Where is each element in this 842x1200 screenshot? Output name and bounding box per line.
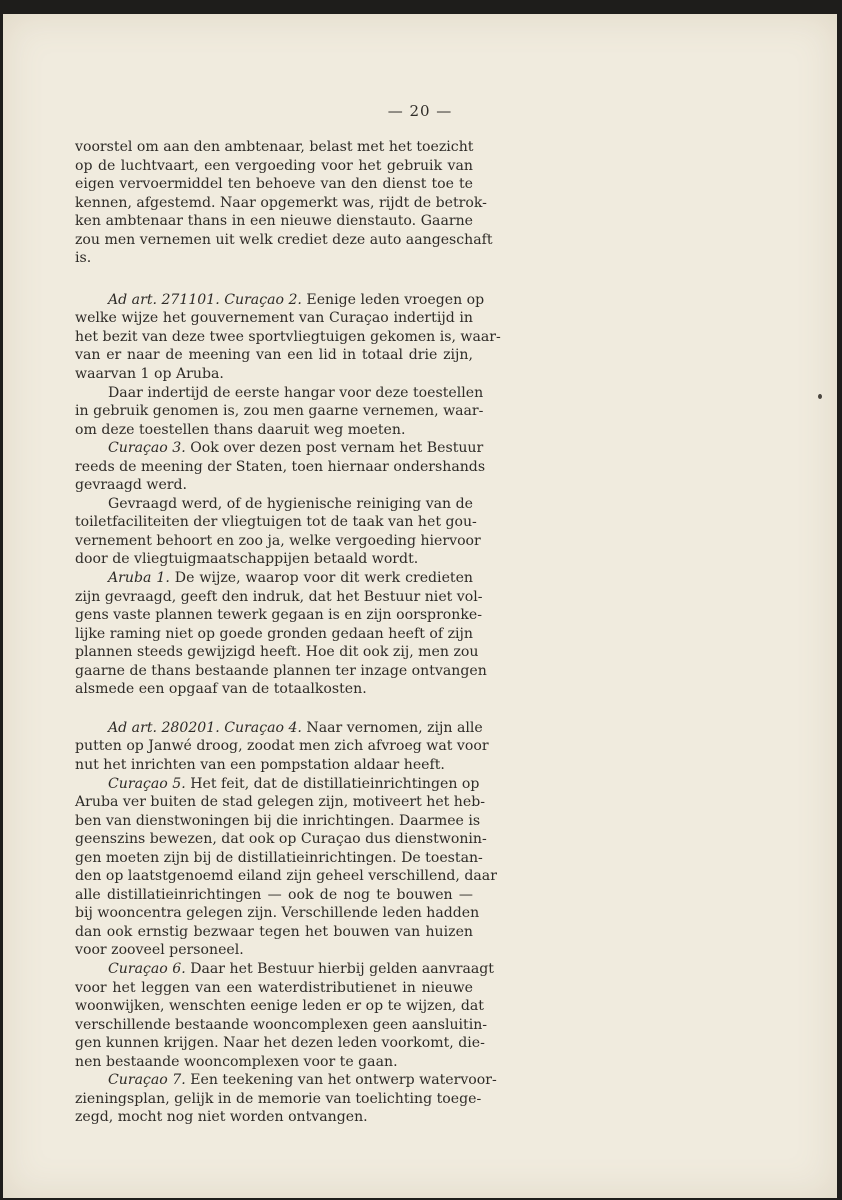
text-line: waarvan 1 op Aruba. (75, 366, 224, 383)
text-line (75, 291, 485, 310)
text-line: zegd, mocht nog niet worden ontvangen. (75, 1109, 368, 1126)
article-reference: Ad art. 280201. Curaçao 4. (108, 719, 302, 736)
text-line: zou men vernemen uit welk crediet deze auto aangeschaft (75, 231, 493, 248)
text-line: den op laatstgenoemd eiland zijn geheel verschillend, daar (75, 868, 497, 885)
text-line: plannen steeds gewijzigd heeft. Hoe dit ook zij, men zou (75, 644, 479, 661)
text-line: geenszins bewezen, dat ook op Curaçao dus dienstwonin- (75, 831, 487, 848)
text-line: in gebruik genomen is, zou men gaarne vernemen, waar- (75, 403, 484, 420)
text-line: alle distillatieinrichtingen — ook de nog te bouwen — (75, 886, 473, 903)
text-line: verschillende bestaande wooncomplexen geen aansluitin- (75, 1016, 488, 1033)
text-line: vernement behoort en zoo ja, welke vergoeding hiervoor (75, 532, 481, 549)
text-line: ben van dienstwoningen bij die inrichtingen. Daarmee is (75, 812, 481, 829)
text-line: putten op Janwé droog, zoodat men zich afvroeg wat voor (75, 738, 489, 755)
text-line: nut het inrichten van een pompstation aldaar heeft. (75, 756, 445, 773)
text-line (75, 569, 473, 588)
text-line (75, 960, 494, 979)
text-line: door de vliegtuigmaatschappijen betaald wordt. (75, 551, 419, 568)
text-line: op de luchtvaart, een vergoeding voor het gebruik van (75, 157, 473, 174)
line-text: De wijze, waarop voor dit werk credieten (174, 570, 473, 587)
line-text: Ook over dezen post vernam het Bestuur (190, 440, 484, 457)
line-text: Daar het Bestuur hierbij gelden aanvraagt (190, 960, 494, 977)
article-reference: Curaçao 6. (108, 960, 186, 977)
text-line: woonwijken, wenschten eenige leden er op te wijzen, dat (75, 998, 484, 1015)
text-line: toiletfaciliteiten der vliegtuigen tot de taak van het gou- (75, 514, 477, 531)
text-line: om deze toestellen thans daaruit weg moeten. (75, 421, 406, 438)
text-line: Gevraagd werd, of de hygienische reiniging van de (108, 495, 473, 512)
text-line: zieningsplan, gelijk in de memorie van toelichting toege- (75, 1090, 482, 1107)
text-line: gaarne de thans bestaande plannen ter inzage ontvangen (75, 662, 487, 679)
article-reference: Curaçao 7. (108, 1072, 186, 1089)
text-line: gen kunnen krijgen. Naar het dezen leden voorkomt, die- (75, 1035, 485, 1052)
text-line: nen bestaande wooncomplexen voor te gaan. (75, 1053, 398, 1070)
paper-speck (818, 394, 822, 399)
text-line: gens vaste plannen tewerk gegaan is en zijn oorspronke- (75, 607, 483, 624)
text-line: is. (75, 250, 92, 267)
text-line: ken ambtenaar thans in een nieuwe dienstauto. Gaarne (75, 213, 473, 230)
text-line: voor zooveel personeel. (75, 942, 244, 959)
text-line: het bezit van deze twee sportvliegtuigen gekomen is, waar- (75, 328, 501, 345)
text-line: gevraagd werd. (75, 477, 188, 494)
text-line: voor het leggen van een waterdistributienet in nieuwe (75, 979, 473, 996)
text-line (75, 719, 483, 738)
line-text: Het feit, dat de distillatieinrichtingen op (190, 775, 480, 792)
text-line: eigen vervoermiddel ten behoeve van den dienst toe te (75, 176, 473, 193)
section-gap (75, 699, 473, 719)
document-body (75, 138, 501, 1127)
article-reference: Curaçao 3. (108, 440, 186, 457)
text-line: zijn gevraagd, geeft den indruk, dat het Bestuur niet vol- (75, 588, 483, 605)
article-reference: Ad art. 271101. Curaçao 2. (108, 291, 302, 308)
text-line: dan ook ernstig bezwaar tegen het bouwen van huizen (75, 923, 473, 940)
text-line (75, 439, 484, 458)
text-line (75, 1071, 497, 1090)
article-reference: Aruba 1. (108, 570, 170, 587)
line-text: Een teekening van het ontwerp watervoor- (190, 1072, 497, 1089)
document-page (3, 14, 837, 1198)
text-line: bij wooncentra gelegen zijn. Verschillende leden hadden (75, 905, 480, 922)
line-text: Naar vernomen, zijn alle (306, 719, 483, 736)
text-line (75, 775, 480, 794)
text-line: van er naar de meening van een lid in totaal drie zijn, (75, 347, 473, 364)
section-gap (75, 268, 473, 291)
text-line: welke wijze het gouvernement van Curaçao indertijd in (75, 310, 473, 327)
text-line: gen moeten zijn bij de distillatieinrichtingen. De toestan- (75, 849, 483, 866)
text-line: voorstel om aan den ambtenaar, belast met het toezicht (75, 139, 474, 155)
text-line: Aruba ver buiten de stad gelegen zijn, motiveert het heb- (75, 794, 486, 811)
article-reference: Curaçao 5. (108, 775, 186, 792)
page-number: — 20 — (387, 102, 453, 120)
text-line: lijke raming niet op goede gronden gedaan heeft of zijn (75, 625, 473, 642)
text-line: reeds de meening der Staten, toen hiernaar ondershands (75, 458, 486, 475)
line-text: Eenige leden vroegen op (306, 291, 485, 308)
text-line: alsmede een opgaaf van de totaalkosten. (75, 681, 367, 698)
text-line: Daar indertijd de eerste hangar voor deze toestellen (108, 384, 484, 401)
text-line: kennen, afgestemd. Naar opgemerkt was, rijdt de betrok- (75, 194, 487, 211)
